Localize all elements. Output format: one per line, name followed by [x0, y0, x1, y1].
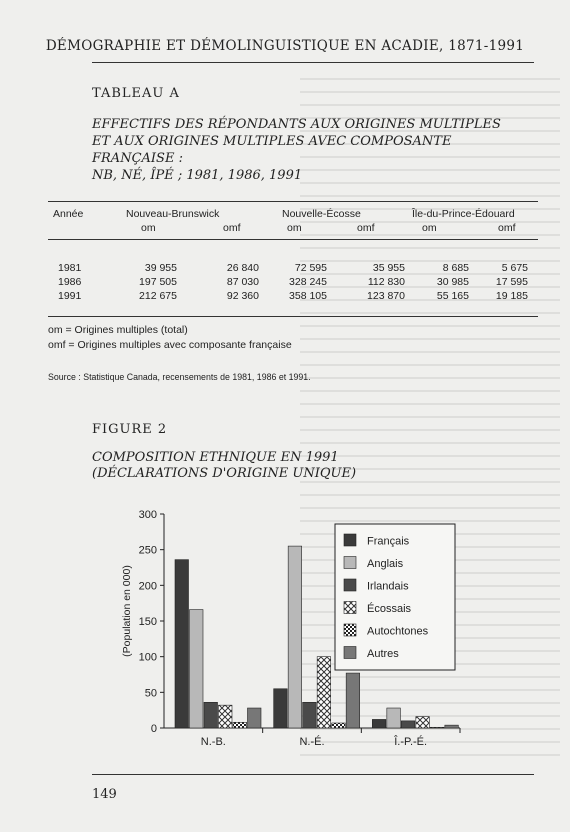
legend-label: Autres [367, 648, 399, 660]
bar-français [274, 689, 288, 728]
table-cell: 8 685 [442, 262, 469, 274]
bar-écossais [317, 657, 331, 728]
legend-label: Anglais [367, 558, 404, 570]
table-cell: 55 165 [436, 290, 469, 302]
x-tick-label: Î.-P.-É. [394, 736, 428, 748]
figure-title-line: (DÉCLARATIONS D'ORIGINE UNIQUE) [92, 466, 357, 481]
table-cell: 197 505 [139, 276, 177, 288]
y-tick-label: 300 [138, 509, 157, 521]
note-omf: omf = Origines multiples avec composante française [48, 339, 292, 351]
table-cell: 92 360 [226, 290, 259, 302]
subheader-om: om [422, 222, 437, 234]
table-label: TABLEAU A [92, 86, 180, 101]
x-tick-label: N.-B. [200, 736, 226, 748]
table-cell: 87 030 [226, 276, 259, 288]
y-tick-label: 100 [138, 651, 157, 664]
header-province-ipe: Île-du-Prince-Édouard [412, 208, 515, 220]
table-cell: 35 955 [372, 262, 405, 274]
figure-title-line: COMPOSITION ETHNIQUE EN 1991 [92, 450, 339, 465]
table-cell-year: 1986 [58, 276, 82, 288]
table-cell: 5 675 [501, 262, 528, 274]
table-cell: 328 245 [289, 276, 327, 288]
legend-swatch [344, 647, 356, 659]
subheader-om: om [287, 222, 302, 234]
bar-écossais [219, 705, 233, 728]
legend-swatch [344, 557, 356, 569]
legend-label: Écossais [367, 603, 412, 615]
table-cell: 39 955 [144, 262, 177, 274]
header-province-nb: Nouveau-Brunswick [126, 208, 220, 220]
table-cell: 72 595 [294, 262, 327, 274]
bar-autres [248, 708, 262, 728]
bar-autochtones [233, 722, 247, 728]
y-axis-label: (Population en 000) [121, 565, 133, 657]
legend-swatch [344, 602, 356, 614]
header-year: Année [53, 208, 84, 220]
figure-label: FIGURE 2 [92, 422, 168, 437]
y-tick-label: 150 [138, 616, 157, 628]
table-cell: 17 595 [495, 276, 528, 288]
subheader-omf: omf [357, 222, 375, 234]
table-cell: 30 985 [436, 276, 469, 288]
table-cell: 26 840 [226, 262, 259, 274]
page-number: 149 [92, 787, 117, 802]
table-cell-year: 1981 [58, 262, 82, 274]
bar-autochtones [430, 727, 444, 728]
table-source: Source : Statistique Canada, recensements de 1981, 1986 et 1991. [48, 372, 311, 382]
bar-autres [346, 673, 360, 728]
table-cell: 112 830 [367, 276, 405, 288]
note-om: om = Origines multiples (total) [48, 324, 188, 336]
legend-swatch [344, 534, 356, 546]
table-cell-year: 1991 [58, 290, 82, 302]
running-head: DÉMOGRAPHIE ET DÉMOLINGUISTIQUE EN ACADIE, 1871-1991 [45, 38, 525, 54]
subheader-omf: omf [223, 222, 241, 234]
y-tick-label: 0 [150, 723, 157, 735]
bar-français [175, 560, 189, 728]
table-title-line: ET AUX ORIGINES MULTIPLES AVEC COMPOSANTE FRANÇAISE : [92, 134, 452, 166]
bar-autres [445, 725, 459, 728]
y-tick-label: 200 [138, 580, 157, 593]
table-cell: 19 185 [495, 290, 528, 302]
header-province-ne: Nouvelle-Écosse [282, 208, 361, 220]
bar-anglais [190, 610, 204, 728]
bar-irlandais [401, 721, 415, 728]
table-cell: 212 675 [139, 290, 177, 302]
legend-label: Irlandais [367, 580, 409, 593]
bar-irlandais [303, 702, 317, 728]
subheader-omf: omf [498, 222, 516, 234]
table-title-line: EFFECTIFS DES RÉPONDANTS AUX ORIGINES MULTIPLES [92, 117, 501, 132]
x-tick-label: N.-É. [299, 736, 325, 748]
table-title-line: NB, NÉ, ÎPÉ ; 1981, 1986, 1991 [92, 168, 303, 183]
legend-swatch [344, 624, 356, 636]
table-cell: 358 105 [289, 290, 327, 302]
legend-swatch [344, 579, 356, 591]
footer-rule [92, 774, 534, 775]
y-tick-label: 250 [138, 544, 157, 557]
bar-écossais [416, 717, 430, 728]
bar-anglais [387, 708, 401, 728]
bar-français [372, 719, 386, 728]
bar-autochtones [332, 723, 346, 728]
legend-label: Français [367, 535, 410, 548]
bar-anglais [288, 546, 302, 728]
bar-irlandais [204, 702, 218, 728]
table-cell: 123 870 [367, 290, 405, 302]
legend-label: Autochtones [367, 625, 429, 638]
y-tick-label: 50 [144, 687, 157, 700]
subheader-om: om [141, 222, 156, 234]
